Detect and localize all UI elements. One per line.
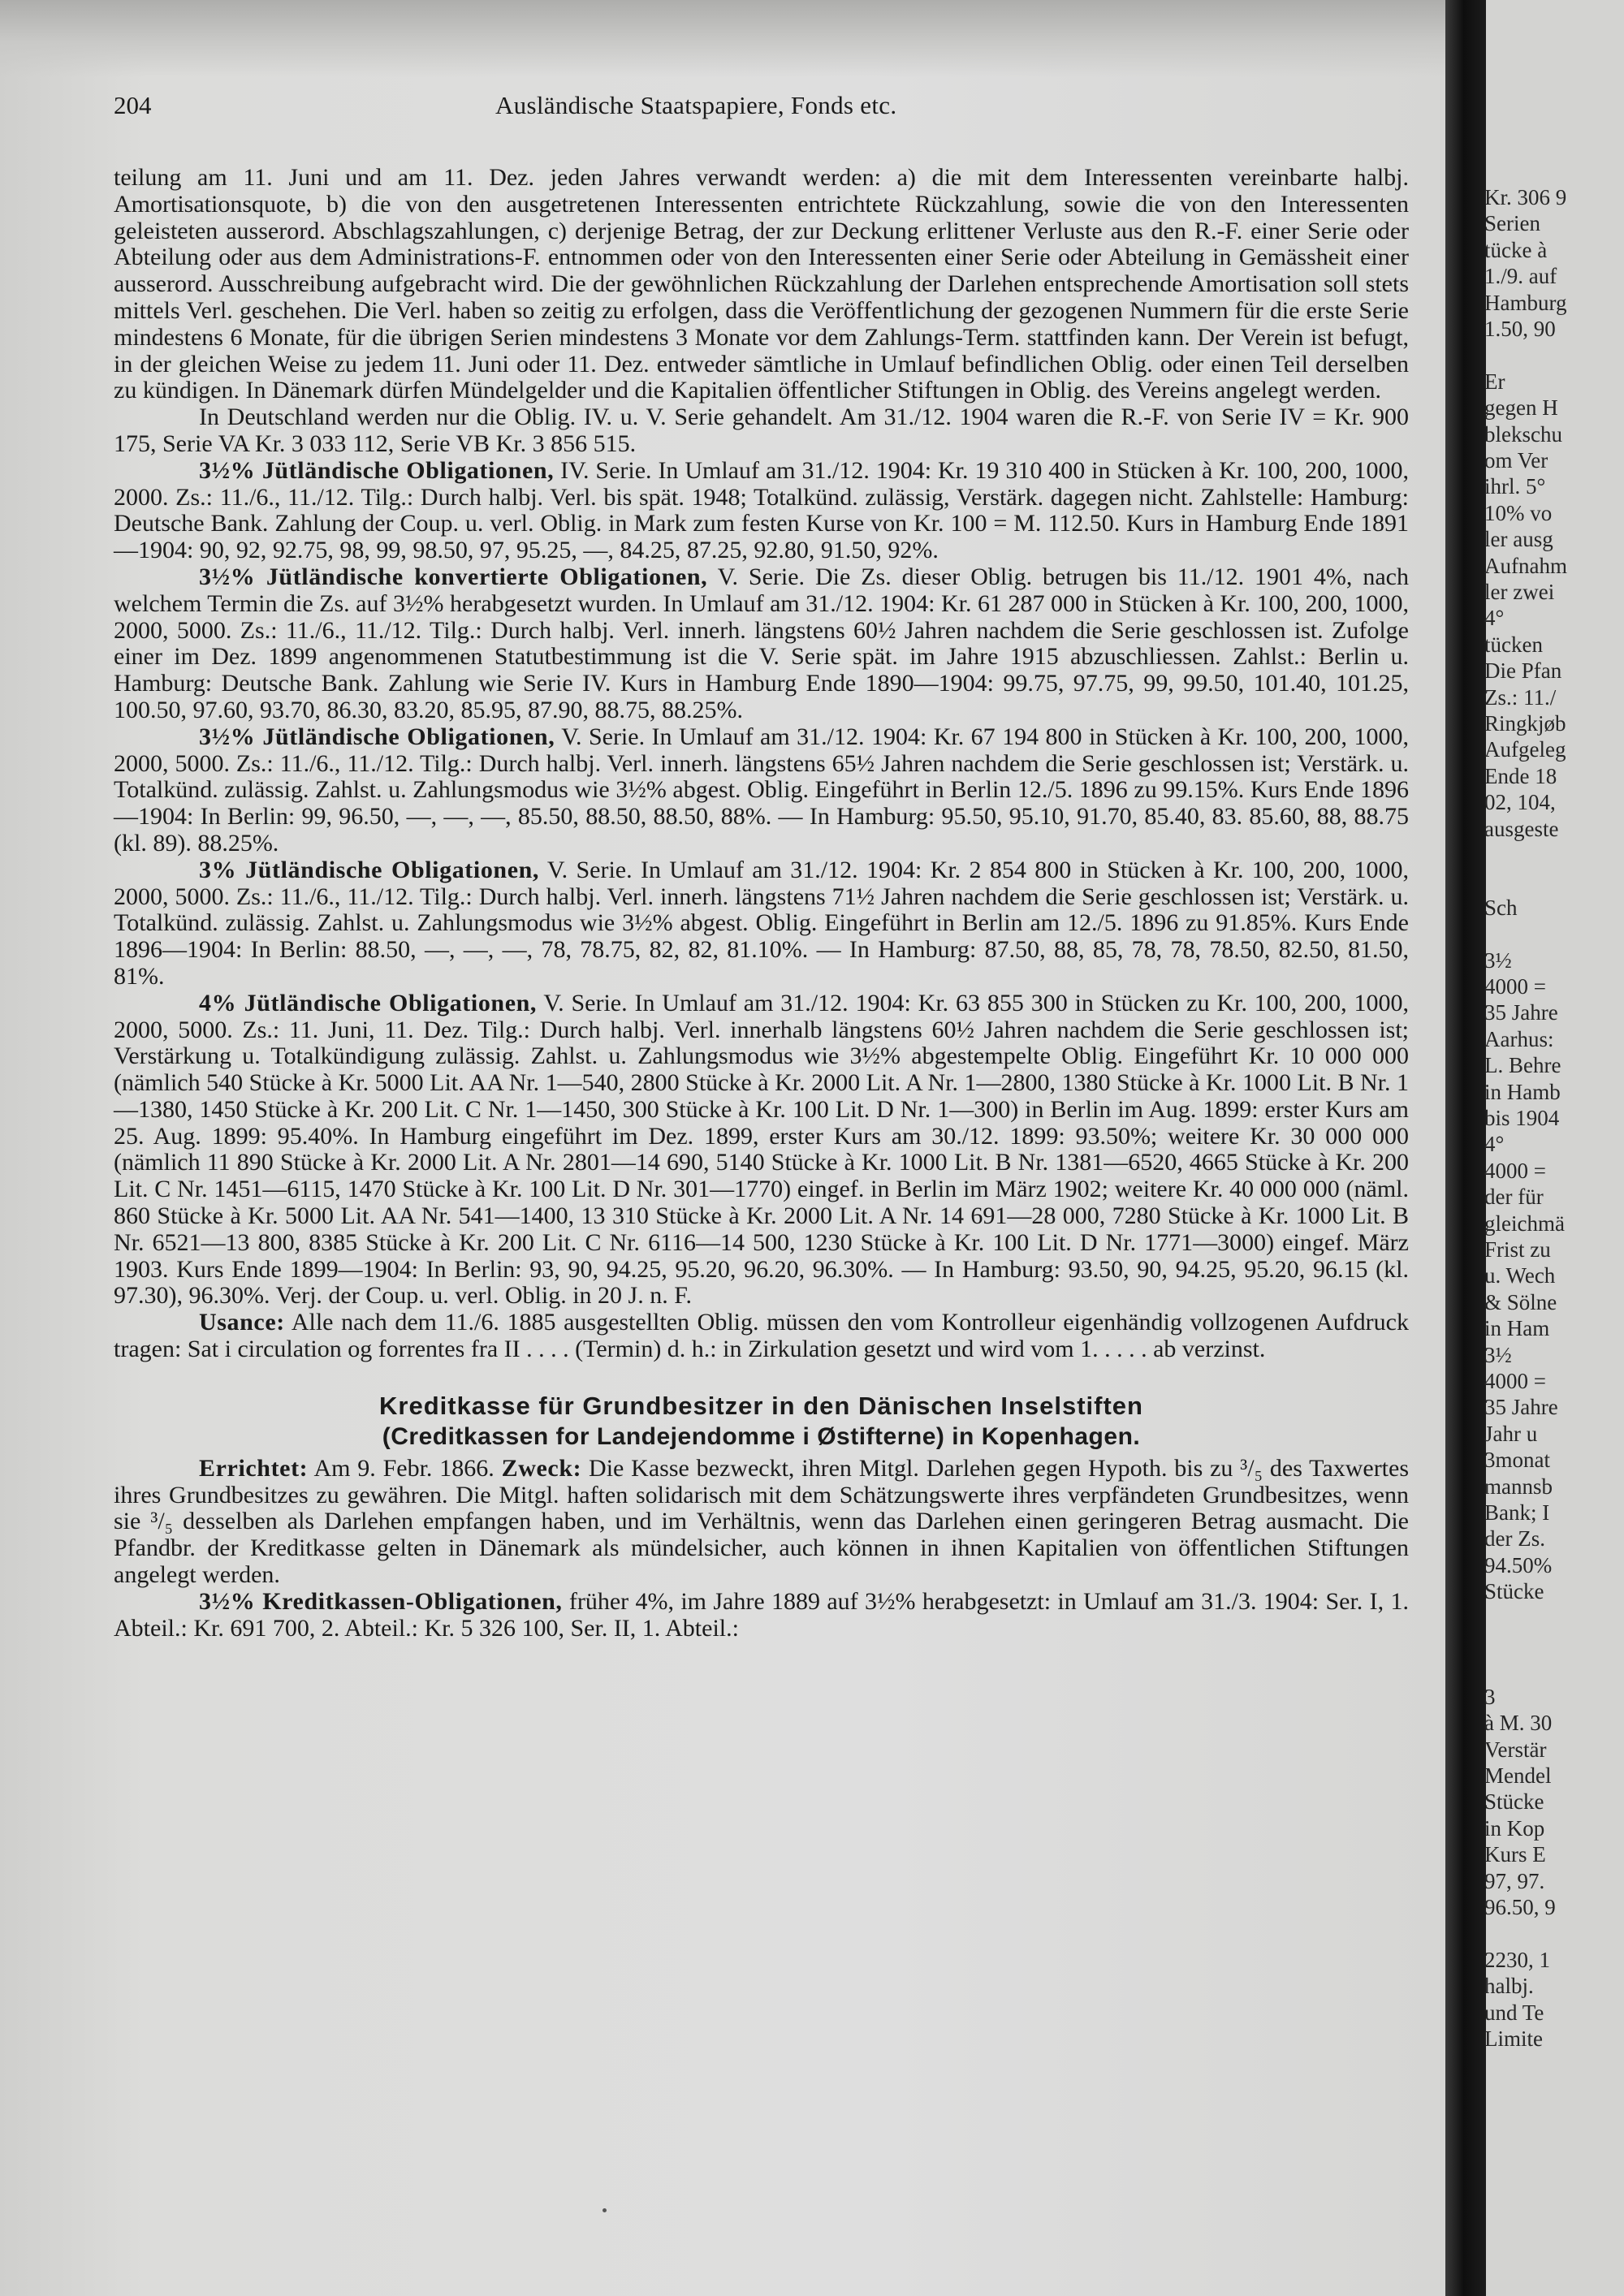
section-subtitle-danish: (Creditkassen for Landejendomme i Østifterne) in: [382, 1422, 982, 1450]
bond-title: 3½% Jütländische Obligationen,: [199, 456, 555, 484]
facing-page-line: Stücke: [1484, 1579, 1544, 1604]
paragraph-series-iv: [114, 458, 1409, 564]
section-subtitle-city: Kopenhagen.: [981, 1422, 1141, 1450]
section-heading: [114, 1391, 1409, 1452]
facing-page-line: gleichmä: [1484, 1211, 1565, 1236]
facing-page-line: L. Behre: [1484, 1053, 1561, 1078]
facing-page-line: Ende 18: [1484, 763, 1557, 788]
bond-title: 4% Jütländische Obligationen,: [199, 989, 538, 1016]
bond-details: IV. Serie. In Umlauf am 31./12. 1904: Kr. 19 310 400 in Stücken à Kr. 100, 200, 1000, 2000. Zs.: 11./6., 11./12. Tilg.: Durch halbj. Verl. bis spät. 1948; Totalkünd. zulässig, Verstärk. dagegen nicht. Zahlstelle: Hamburg: Deutsche Bank. Zahlung der Coup. u. verl. Oblig. in Mark zum festen Kurse von Kr. 100 = M. 112.50. Kurs in Hamburg Ende 1891—1904: 90, 92, 92.75, 98, 99, 98.50, 97, 95.25, —, 84.25, 87.25, 92.80, 91.50, 92%.: [114, 456, 1409, 564]
facing-page-line: 2230, 1: [1484, 1947, 1550, 1972]
page-header: [114, 91, 1397, 123]
paragraph-amortisation: teilung am 11. Juni und am 11. Dez. jeden Jahres verwandt werden: a) die mit dem Interessenten vereinbarte halbj. Amortisationsquote, b) die von den ausgetretenen Interessenten entrichtete Rückzahlung, sowie die von den Interessenten geleisteten ausserord. Abschlagszahlungen, c) derjenige Betrag, der zur Deckung erlittener Verluste aus den R.-F. einer Serie oder Abteilung oder aus dem Administrations-F. entnommen oder von den Interessenten einer Serie oder Abteilung in Gemässheit einer ausserord. Ausschreibung aufgebracht wird. Die der gewöhnlichen Rückzahlung der Darlehen entsprechende Amortisation soll stets mittels Verl. geschehen. Die Verl. haben so zeitig zu erfolgen, dass die Veröffentlichung der gezogenen Nummern für die erste Serie mindestens 6 Monate, für die übrigen Serien mindestens 3 Monate vor dem Zahlungs-Term. stattfinden kann. Der Verein ist befugt, in der gleichen Weise zu jedem 11. Juni oder 11. Dez. entweder sämtliche in Umlauf befindlichen Oblig. oder einen Teil derselben zu kündigen. In Dänemark dürfen Mündelgelder und die Kapitalien öffentlicher Stiftungen in Oblig. des Vereins angelegt werden.: [114, 164, 1409, 404]
facing-page-line: 3½: [1484, 1342, 1512, 1367]
facing-page-line: 02, 104,: [1484, 790, 1556, 815]
facing-page-line: ausgeste: [1484, 816, 1559, 841]
bond-title: 3½% Jütländische Obligationen,: [199, 723, 555, 750]
facing-page-fragment: [1486, 0, 1624, 2296]
bond-details: V. Serie. In Umlauf am 31./12. 1904: Kr. 2 854 800 in Stücken à Kr. 100, 200, 1000, 2000, 5000. Zs.: 11./6., 11./12. Tilg.: Durch halbj. Verl. innerh. längstens 71½ Jahren nachdem die Serie geschlossen ist; Verstärk. u. Totalkünd. zulässig. Zahlst. u. Zahlungsmodus wie 3½% abgest. Oblig. Eingeführt in Berlin am 12./5. 1896 zu 91.85%. Kurs Ende 1896—1904: In Berlin: 88.50, —, —, —, 78, 78.75, 82, 82, 81.10%. — In Hamburg: 87.50, 88, 85, 78, 78, 78.50, 82.50, 81.50, 81%.: [114, 856, 1409, 990]
paragraph-usance: [114, 1310, 1409, 1363]
facing-page-line: à M. 30: [1484, 1711, 1553, 1736]
paragraph-3-5-series-v: [114, 724, 1409, 857]
purpose-text: Die Kasse bezweckt, ihren Mitgl. Darlehen gegen Hypoth. bis zu ³/₅ des Taxwertes ihres Grundbesitzes zu gewähren. Die Mitgl. haften solidarisch mit dem Schätzungswerte ihres verpfändeten Grundbesitzes, wenn sie ³/₅ desselben als Darlehen empfangen haben, und im Verhältnis, wenn das Darlehen einen geringeren Betrag ausmacht. Die Pfandbr. der Kreditkasse gelten in Dänemark als mündelsicher, auch können in ihnen Kapitalien von öffentlichen Stiftungen angelegt werden.: [114, 1454, 1410, 1589]
facing-page-line: Serien: [1484, 211, 1540, 236]
facing-page-line: in Kop: [1484, 1815, 1545, 1841]
section-subtitle: [114, 1422, 1409, 1452]
facing-page-line: Aarhus:: [1484, 1026, 1554, 1051]
facing-page-line: 4°: [1484, 606, 1505, 631]
facing-page-line: Kr. 306 9: [1484, 185, 1567, 209]
facing-page-line: 4000 =: [1484, 1158, 1546, 1183]
facing-page-line: Hamburg: [1484, 290, 1567, 315]
paragraph-3-series-v: [114, 857, 1409, 990]
facing-page-line: Kurs E: [1484, 1842, 1546, 1867]
facing-page-line: gegen H: [1484, 395, 1558, 421]
facing-page-line: Frist zu: [1484, 1237, 1551, 1262]
founding-date: Am 9. Febr. 1866.: [308, 1454, 502, 1482]
facing-page-line: ler ausg: [1484, 527, 1553, 552]
facing-page-line: 94.50%: [1484, 1552, 1553, 1577]
facing-page-line: Mendel: [1484, 1763, 1552, 1788]
bond-details: V. Serie. Die Zs. dieser Oblig. betrugen bis 11./12. 1901 4%, nach welchem Termin die Zs. auf 3½% herabgesetzt wurden. In Umlauf am 31./12. 1904: Kr. 61 287 000 in Stücken à Kr. 100, 200, 1000, 2000, 5000. Zs.: 11./6., 11./12. Tilg.: Durch halbj. Verl. innerh. längstens 60½ Jahren nachdem die Serie geschlossen ist. Zufolge einer im Dez. 1899 angenommenen Statutbestimmung ist die V. Serie spät. im Jahre 1915 abzuschliessen. Zahlst.: Berlin u. Hamburg: Deutsche Bank. Zahlung wie Serie IV. Kurs in Hamburg Ende 1890—1904: 99.75, 97.75, 99, 99.50, 101.40, 101.25, 100.50, 97.60, 93.70, 86.30, 83.20, 85.95, 87.90, 88.75, 88.25%.: [114, 563, 1409, 723]
facing-page-line: Zs.: 11./: [1484, 684, 1557, 710]
facing-page-line: Die Pfan: [1484, 658, 1562, 684]
usance-label: Usance:: [199, 1309, 285, 1336]
page-top-shadow: [0, 0, 1453, 77]
paragraph-kreditkassen-obligationen: [114, 1589, 1409, 1642]
facing-page-line: ihrl. 5°: [1484, 474, 1546, 499]
book-gutter: [1445, 0, 1486, 2296]
facing-page-line: blekschu: [1484, 421, 1562, 447]
print-speck: [603, 2208, 607, 2212]
facing-page-line: Bank; I: [1484, 1500, 1550, 1525]
bond-title: 3% Jütländische Obligationen,: [199, 856, 540, 883]
facing-page-line: Verstär: [1484, 1737, 1547, 1762]
facing-page-line: 96.50, 9: [1484, 1895, 1556, 1919]
errichtet-label: Errichtet:: [199, 1454, 309, 1482]
usance-text: Alle nach dem 11./6. 1885 ausgestellten Oblig. müssen den vom Kontrolleur eigenhändig vollzogenen Aufdruck tragen: Sat i circulation og forrentes fra II . . . . (Termin) d. h.: in Zirkulation gesetzt und wird vom 1. . . . . ab verzinst.: [114, 1309, 1409, 1363]
facing-page-line: 4°: [1484, 1132, 1505, 1157]
bond-details: V. Serie. In Umlauf am 31./12. 1904: Kr. 63 855 300 in Stücken zu Kr. 100, 200, 1000, 2000, 5000. Zs.: 11. Juni, 11. Dez. Tilg.: Durch halbj. Verl. innerhalb längstens 60½ Jahren nachdem die Serie geschlossen ist; Verstärkung u. Totalkündigung zulässig. Zahlst. u. Zahlungsmodus wie 3½% abgestempelte Oblig. Eingeführt Kr. 10 000 000 (nämlich 540 Stücke à Kr. 5000 Lit. AA Nr. 1—540, 2800 Stücke à Kr. 2000 Lit. A Nr. 1—2800, 1380 Stücke à Kr. 1000 Lit. B Nr. 1—1380, 1450 Stücke à Kr. 200 Lit. C Nr. 1—1450, 300 Stücke à Kr. 100 Lit. D Nr. 1—300) in Berlin im Aug. 1899: erster Kurs am 25. Aug. 1899: 95.40%. In Hamburg eingeführt im Dez. 1899, erster Kurs am 30./12. 1899: 93.50%; weitere Kr. 30 000 000 (nämlich 11 890 Stücke à Kr. 2000 Lit. A Nr. 2801—14 690, 5140 Stücke à Kr. 1000 Lit. B Nr. 1381—6520, 4665 Stücke à Kr. 200 Lit. C Nr. 1451—6115, 1470 Stücke à Kr. 100 Lit. D Nr. 301—1770) eingef. in Berlin im März 1902; weitere Kr. 40 000 000 (näml. 860 Stücke à Kr. 5000 Lit. AA Nr. 541—1400, 13 310 Stücke à Kr. 2000 Lit. A Nr. 14 691—28 000, 7280 Stücke à Kr. 1000 Lit. B Nr. 6521—13 800, 8385 Stücke à Kr. 200 Lit. C Nr. 6116—14 500, 1230 Stücke à Kr. 100 Lit. D Nr. 1771—3000) eingef. März 1903. Kurs Ende 1899—1904: In Berlin: 93, 90, 94.25, 95.20, 96.20, 96.30%. — In Hamburg: 93.50, 90, 94.25, 95.20, 96.15 (kl. 97.30), 96.30%. Verj. der Coup. u. verl. Oblig. in 20 J. n. F.: [114, 989, 1409, 1310]
facing-page-line: 4000 =: [1484, 1369, 1546, 1393]
facing-page-line: halbj.: [1484, 1974, 1534, 1999]
facing-page-line: 1.50, 90: [1484, 317, 1556, 341]
facing-page-line: und Te: [1484, 2000, 1544, 2025]
facing-page-line: om Ver: [1484, 448, 1548, 473]
facing-page-line: ler zwei: [1484, 580, 1555, 604]
facing-page-line: 3: [1484, 1684, 1496, 1709]
facing-page-line: mannsb: [1484, 1474, 1553, 1499]
facing-page-line: in Hamb: [1484, 1079, 1561, 1104]
facing-page-line: der Zs.: [1484, 1526, 1545, 1552]
facing-page-line: bis 1904: [1484, 1106, 1560, 1130]
facing-page-line: & Sölne: [1484, 1289, 1557, 1314]
facing-page-line: 35 Jahre: [1484, 1000, 1558, 1025]
facing-page-line: 97, 97.: [1484, 1868, 1545, 1893]
facing-page-line: Jahr u: [1484, 1421, 1538, 1446]
facing-page-line: 10% vo: [1484, 500, 1553, 525]
bond-title: 3½% Jütländische konvertierte Obligationen,: [199, 563, 708, 590]
zweck-label: Zweck:: [501, 1454, 582, 1482]
facing-page-line: Aufgeleg: [1484, 737, 1566, 762]
facing-page-line: Limite: [1484, 2026, 1543, 2051]
facing-page-line: tücke à: [1484, 237, 1548, 262]
facing-page-line: 1./9. auf: [1484, 264, 1557, 289]
bond-details: V. Serie. In Umlauf am 31./12. 1904: Kr. 67 194 800 in Stücken à Kr. 100, 200, 1000, 2000, 5000. Zs.: 11./6., 11./12. Tilg.: Durch halbj. Verl. innerh. längstens 65½ Jahren nachdem die Serie geschlossen ist; Verstärk. u. Totalkünd. zulässig. Zahlst. u. Zahlungsmodus wie 3½% abgest. Oblig. Eingeführt in Berlin 12./5. 1896 zu 99.15%. Kurs Ende 1896—1904: In Berlin: 99, 96.50, —, —, —, 85.50, 88.50, 88.50, 88%. — In Hamburg: 95.50, 95.10, 91.70, 85.40, 83. 85.60, 88, 88.75 (kl. 89). 88.25%.: [114, 723, 1409, 857]
bond-title: 3½% Kreditkassen-Obligationen,: [199, 1587, 563, 1615]
paragraph-converted-series-v: [114, 564, 1409, 724]
section-title: Kreditkasse für Grundbesitzer in den Dänischen Inselstiften: [379, 1391, 1143, 1420]
facing-page-line: der für: [1484, 1185, 1544, 1210]
paragraph-4-series-v: [114, 990, 1409, 1310]
facing-page-line: u. Wech: [1484, 1263, 1556, 1288]
running-head: Ausländische Staatspapiere, Fonds etc.: [495, 91, 897, 119]
paragraph-reserve-funds: In Deutschland werden nur die Oblig. IV. u. V. Serie gehandelt. Am 31./12. 1904 waren die R.-F. von Serie IV = Kr. 900 175, Serie VA Kr. 3 033 112, Serie VB Kr. 3 856 515.: [114, 404, 1409, 457]
facing-page-line: Er: [1484, 369, 1505, 394]
facing-page-line: Ringkjøb: [1484, 711, 1566, 736]
facing-page-line: 35 Jahre: [1484, 1395, 1558, 1420]
facing-page-line: 3½: [1484, 947, 1512, 973]
facing-page-line: in Ham: [1484, 1316, 1550, 1341]
facing-page-line: Stücke: [1484, 1789, 1544, 1815]
facing-page-line: 4000 =: [1484, 974, 1546, 999]
page-number: 204: [114, 91, 152, 119]
facing-page-line: Sch: [1484, 895, 1518, 920]
facing-page-line: Aufnahm: [1484, 553, 1567, 578]
bond-details: früher 4%, im Jahre 1889 auf 3½% herabgesetzt: in Umlauf am 31./3. 1904: Ser. I, 1. Abteil.: Kr. 691 700, 2. Abteil.: Kr. 5 326 100, Ser. II, 1. Abteil.:: [114, 1587, 1409, 1642]
facing-page-line: 3monat: [1484, 1448, 1550, 1473]
paragraph-kreditkasse-intro: [114, 1456, 1409, 1589]
facing-page-line: tücken: [1484, 632, 1543, 657]
main-text-column: [114, 165, 1409, 1642]
